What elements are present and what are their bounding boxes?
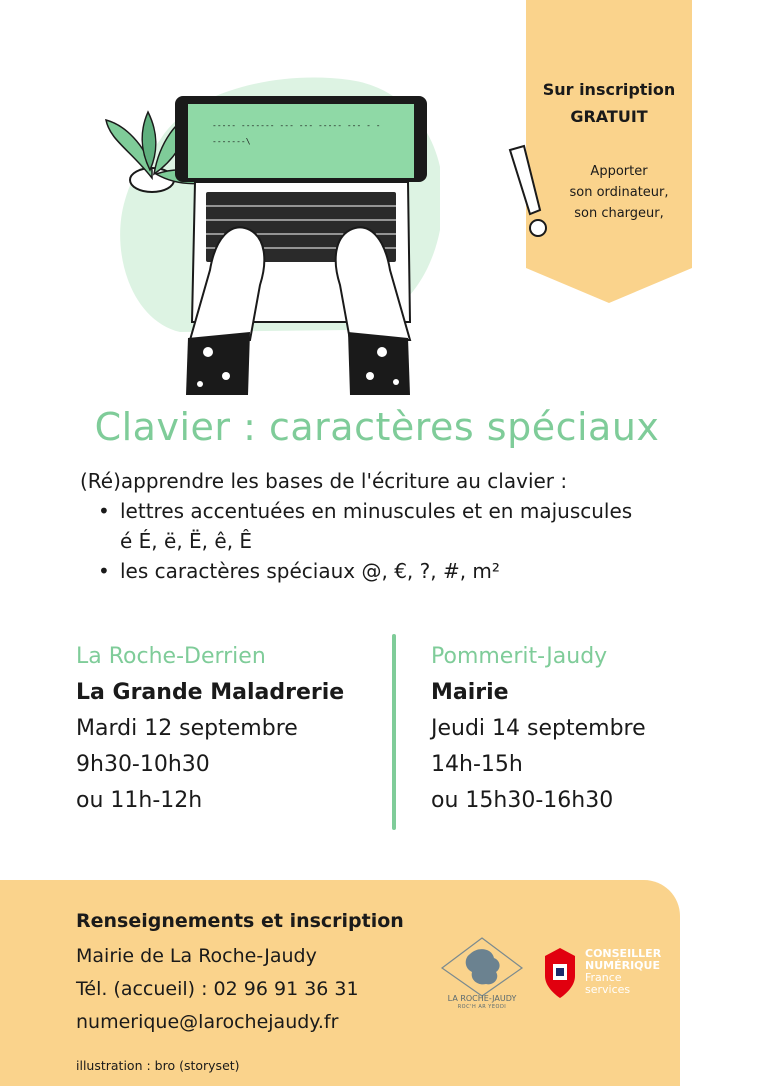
conseiller-numerique-text bbox=[585, 948, 661, 996]
list-item bbox=[96, 496, 632, 556]
exclamation-icon bbox=[506, 140, 556, 240]
bullet-1-line-1: lettres accentuées en minuscules et en majuscules bbox=[120, 499, 633, 523]
banner-line-1: Sur inscription bbox=[542, 80, 676, 99]
session-right bbox=[431, 640, 646, 819]
intro-text: (Ré)apprendre les bases de l'écriture au clavier : bbox=[80, 469, 568, 493]
banner-note-2: son ordinateur, bbox=[569, 185, 669, 200]
cn-line-3: France bbox=[585, 971, 622, 984]
session-date: Mardi 12 septembre bbox=[76, 716, 298, 741]
contact-footer bbox=[0, 880, 680, 1086]
logo-town-text: LA ROCHE-JAUDY bbox=[447, 994, 517, 1003]
venue-name: Mairie bbox=[431, 680, 509, 705]
bullet-2: les caractères spéciaux @, €, ?, #, m² bbox=[120, 559, 500, 583]
list-item bbox=[96, 556, 632, 586]
contact-phone: Tél. (accueil) : 02 96 91 36 31 bbox=[76, 978, 359, 1000]
town-name: La Roche-Derrien bbox=[76, 644, 266, 669]
contact-title: Renseignements et inscription bbox=[76, 910, 404, 932]
session-time-1: 14h-15h bbox=[431, 752, 523, 777]
laptop-illustration bbox=[100, 70, 440, 400]
illustration-credit: illustration : bro (storyset) bbox=[76, 1058, 240, 1073]
session-left bbox=[76, 640, 344, 819]
topics-list bbox=[96, 496, 632, 586]
session-time-1: 9h30-10h30 bbox=[76, 752, 210, 777]
banner-note-3: son chargeur, bbox=[574, 206, 664, 221]
venue-name: La Grande Maladrerie bbox=[76, 680, 345, 705]
banner-note-1: Apporter bbox=[590, 164, 648, 179]
page-title: Clavier : caractères spéciaux bbox=[94, 405, 660, 449]
cn-line-2: NUMÉRIQUE bbox=[585, 959, 660, 972]
cn-line-4: services bbox=[585, 983, 631, 996]
bullet-1-line-2: é É, ë, Ë, ê, Ê bbox=[120, 529, 253, 553]
logo-town-subtext: ROC'H AR YEODI bbox=[457, 1004, 507, 1010]
svg-text:-------\: -------\ bbox=[212, 137, 251, 146]
town-name: Pommerit-Jaudy bbox=[431, 644, 608, 669]
contact-organization: Mairie de La Roche-Jaudy bbox=[76, 945, 317, 967]
column-divider bbox=[392, 634, 396, 830]
contact-email: numerique@larochejaudy.fr bbox=[76, 1011, 339, 1033]
session-time-2: ou 11h-12h bbox=[76, 788, 203, 813]
banner-line-2: GRATUIT bbox=[570, 107, 648, 126]
svg-text:----- ------- --- --- ----- -: ----- ------- --- --- ----- --- - - bbox=[212, 121, 381, 130]
session-time-2: ou 15h30-16h30 bbox=[431, 788, 614, 813]
conseiller-numerique-logo-icon bbox=[542, 946, 578, 1000]
session-date: Jeudi 14 septembre bbox=[431, 716, 646, 741]
cn-line-1: CONSEILLER bbox=[585, 947, 662, 960]
lion-logo-icon bbox=[440, 936, 524, 998]
